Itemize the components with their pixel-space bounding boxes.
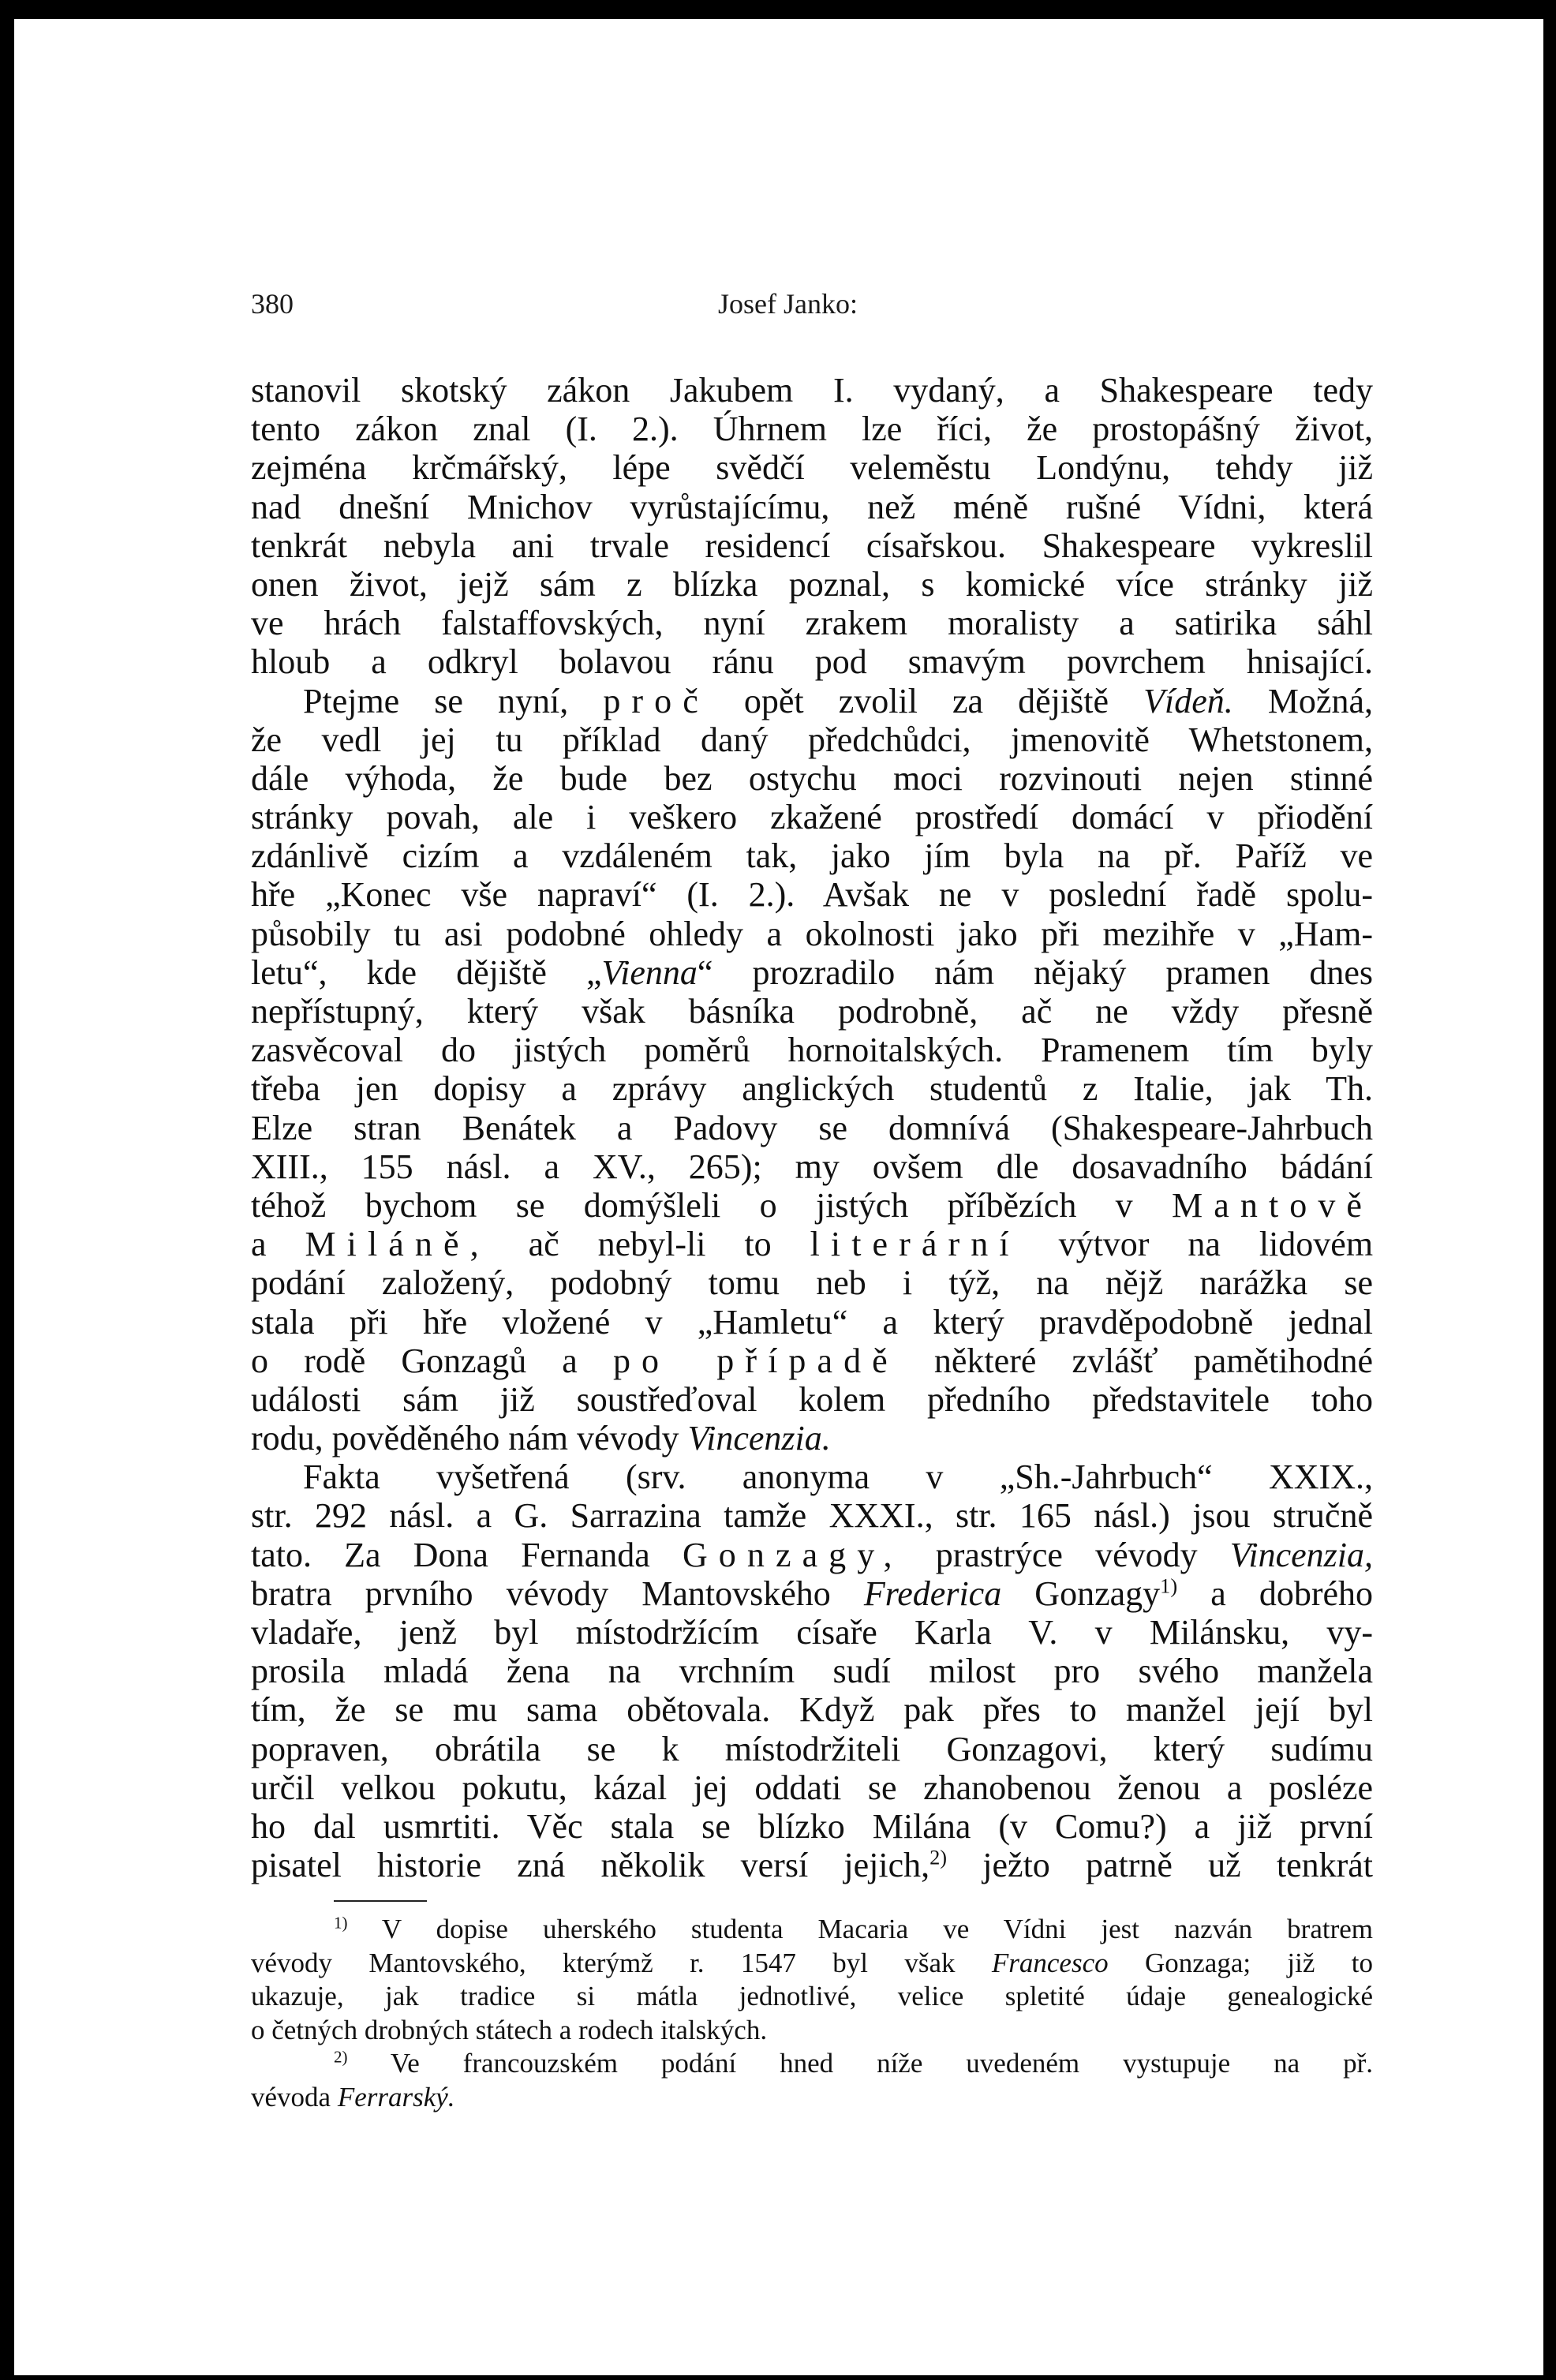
body-line: Elze stran Benátek a Padovy se domnívá (Shakespeare-Jahrbuch [251, 1108, 1373, 1147]
body-line: popraven, obrátila se k místodržiteli Gonzagovi, který sudímu [251, 1729, 1373, 1768]
body-line: nad dnešní Mnichov vyrůstajícímu, než méně rušné Vídni, která [251, 487, 1373, 526]
body-line: hře „Konec vše napraví“ (I. 2.). Avšak ne v poslední řadě spolu- [251, 875, 1373, 915]
body-line: o rodě Gonzagů a po případě některé zvlášť pamětihodné [251, 1341, 1373, 1380]
body-line: onen život, jejž sám z blízka poznal, s komické více stránky již [251, 564, 1373, 604]
italic-word: Vincenzia. [687, 1419, 831, 1458]
footnote-line: $^{1)}$ V dopise uherského studenta Macaria ve Vídni jest nazván bratrem [334, 1913, 1373, 1944]
italic-word: Vídeň. [1143, 681, 1233, 720]
body-line: stanovil skotský zákon Jakubem I. vydaný, a Shakespeare tedy [251, 371, 1373, 410]
body-line: ve hrách falstaffovských, nyní zrakem moralisty a satirika sáhl [251, 604, 1373, 643]
main-text [251, 371, 1373, 1884]
body-line: ho dal usmrtiti. Věc stala se blízko Milána (v Comu?) a již první [251, 1806, 1373, 1846]
body-line: podání založený, podobný tomu neb i týž, na nějž narážka se [251, 1263, 1373, 1303]
spaced-word: po případě [612, 1341, 899, 1380]
body-line: zdánlivě cizím a vzdáleném tak, jako jím byla na př. Paříž ve [251, 836, 1373, 876]
body-line: prosila mladá žena na vrchním sudí milost pro svého manžela [251, 1652, 1373, 1691]
body-line: zasvěcoval do jistých poměrů hornoitalských. Pramenem tím byly [251, 1031, 1373, 1070]
body-line: tato. Za Dona Fernanda Gonzagy, prastrýce vévody Vincenzia, [251, 1535, 1373, 1574]
footnote-line: o četných drobných státech a rodech italských. [251, 2014, 768, 2045]
body-line: třeba jen dopisy a zprávy anglických studentů z Italie, jak Th. [251, 1069, 1373, 1109]
spaced-word: literární [810, 1225, 1020, 1264]
body-line: působily tu asi podobné ohledy a okolnosti jako při mezihře v „Ham- [251, 914, 1373, 953]
book-page [14, 19, 1543, 2375]
body-line: a Miláně, ač nebyl-li to literární výtvor na lidovém [251, 1225, 1373, 1264]
body-line: Fakta vyšetřená (srv. anonyma v „Sh.-Jahrbuch“ XXIX., [303, 1458, 1373, 1497]
body-line: dále výhoda, že bude bez ostychu moci rozvinouti nejen stinné [251, 758, 1373, 798]
footnotes [251, 1913, 1373, 2114]
body-line: letu“, kde dějiště „Vienna“ prozradilo nám nějaký pramen dnes [251, 952, 1373, 992]
body-line: určil velkou pokutu, kázal jej oddati se zhanobenou ženou a posléze [251, 1768, 1373, 1807]
body-line: téhož bychom se domýšleli o jistých příbězích v Mantově [251, 1185, 1373, 1225]
spaced-word: proč [603, 681, 709, 720]
body-line: rodu, pověděného nám vévody Vincenzia. [251, 1419, 831, 1458]
italic-word: Francesco [991, 1947, 1109, 1978]
italic-word: Vienna [601, 952, 698, 992]
footnote-ref: 1) [1160, 1574, 1178, 1598]
page-header [251, 287, 1330, 335]
body-line: XIII., 155 násl. a XV., 265); my ovšem dle dosavadního bádání [251, 1147, 1373, 1186]
body-line: hloub a odkryl bolavou ránu pod smavým povrchem hnisající. [251, 642, 1373, 682]
footnote-ref: 2) [929, 1846, 948, 1869]
footnote-line: ukazuje, jak tradice si mátla jednotlivé, velice spletité údaje genealogické [251, 1981, 1373, 2011]
body-line: tento zákon znal (I. 2.). Úhrnem lze říci, že prostopášný život, [251, 410, 1373, 449]
spaced-word: Gonzagy, [682, 1535, 903, 1574]
body-line: pisatel historie zná několik versí jejich,$^{2)}$ ježto patrně už tenkrát [251, 1846, 1373, 1885]
body-line: tím, že se mu sama obětovala. Když pak přes to manžel její byl [251, 1690, 1373, 1730]
italic-word: Vincenzia, [1229, 1535, 1373, 1574]
running-head: Josef Janko: [718, 288, 858, 320]
footnote-marker: 2) [334, 2047, 348, 2067]
body-line: Ptejme se nyní, proč opět zvolil za dějiště Vídeň. Možná, [303, 681, 1373, 720]
body-line: stala při hře vložené v „Hamletu“ a který pravděpodobně jednal [251, 1302, 1373, 1342]
body-line: že vedl jej tu příklad daný předchůdci, jmenovitě Whetstonem, [251, 720, 1373, 759]
footnote-line: vévoda Ferrarský. [251, 2081, 455, 2112]
spaced-word: Mantově [1172, 1185, 1373, 1225]
spaced-word: Miláně, [305, 1225, 490, 1264]
footnote-line: vévody Mantovského, kterýmž r. 1547 byl však Francesco Gonzaga; již to [251, 1947, 1373, 1978]
body-line: vladaře, jenž byl místodržícím císaře Karla V. v Milánsku, vy- [251, 1613, 1373, 1652]
footnote-marker: 1) [334, 1913, 348, 1933]
italic-word: Ferrarský. [337, 2081, 455, 2112]
italic-word: Frederica [863, 1574, 1002, 1613]
footnote-line: $^{2)}$ Ve francouzském podání hned níže uvedeném vystupuje na př. [334, 2047, 1373, 2079]
body-line: stránky povah, ale i veškero zkažené prostředí domácí v přiodění [251, 798, 1373, 837]
page-number: 380 [251, 288, 294, 320]
body-line: bratra prvního vévody Mantovského Frederica Gonzagy$^{1)}$ a dobrého [251, 1574, 1373, 1613]
body-line: tenkrát nebyla ani trvale residencí císařskou. Shakespeare vykreslil [251, 526, 1373, 565]
footnote-divider [334, 1900, 427, 1902]
body-line: str. 292 násl. a G. Sarrazina tamže XXXI., str. 165 násl.) jsou stručně [251, 1496, 1373, 1536]
body-line: nepřístupný, který však básníka podrobně, ač ne vždy přesně [251, 992, 1373, 1031]
body-line: události sám již soustřeďoval kolem předního představitele toho [251, 1379, 1373, 1419]
body-line: zejména krčmářský, lépe svědčí veleměstu Londýnu, tehdy již [251, 448, 1373, 488]
